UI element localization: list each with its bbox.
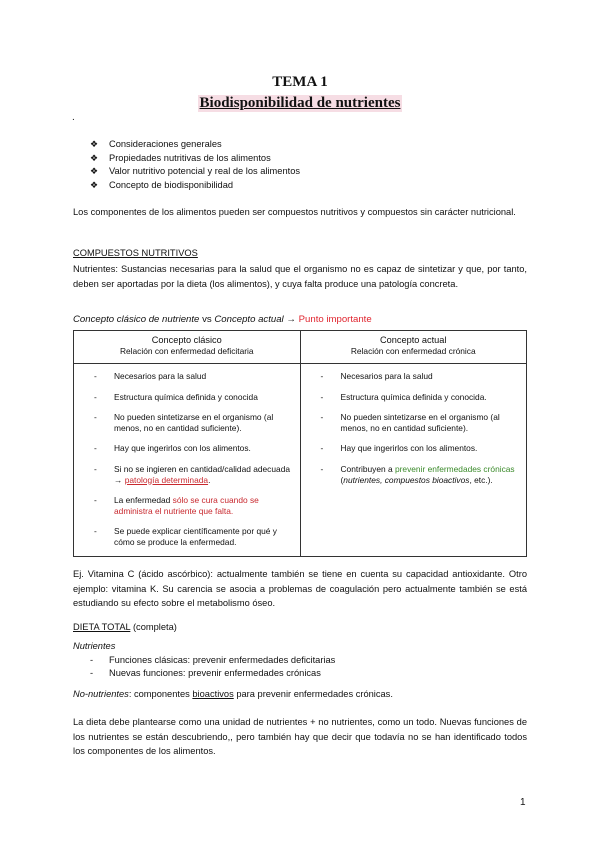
nutrientes-paragraph: Nutrientes: Sustancias necesarias para la salud que el organismo no es capaz de sintetizar y que, por tanto, deben ser aportadas por la dieta (los alimentos), y cuya falta produce una patología concreta. [73, 264, 527, 289]
list-item: - Se puede explicar científicamente por qué y cómo se produce la enfermedad. [94, 526, 277, 547]
list-item: - Estructura química definida y conocida [94, 391, 258, 402]
topic-list [90, 138, 300, 192]
funciones-list [90, 654, 335, 679]
concept-comparison-table [73, 330, 527, 557]
list-item: - Si no se ingieren en cantidad/calidad adecuada → patología determinada. [94, 463, 291, 485]
actual-column [300, 364, 527, 557]
list-item: ❖ Concepto de biodisponibilidad [90, 179, 300, 193]
list-item: - Hay que ingerirlos con los alimentos. [320, 443, 478, 454]
list-item: - Contribuyen a prevenir enfermedades crónicas (nutrientes, compuestos bioactivos, etc.). [320, 463, 515, 485]
page-subtitle: Biodisponibilidad de nutrientes [199, 95, 401, 111]
intro-paragraph: Los componentes de los alimentos pueden ser compuestos nutritivos y compuestos sin carácter nutricional. [73, 207, 516, 217]
classic-column-header: Concepto clásico Relación con enfermedad deficitaria [74, 331, 301, 364]
list-item: - Necesarios para la salud [320, 371, 433, 381]
list-item: - Nuevas funciones: prevenir enfermedades crónicas [90, 667, 321, 678]
compuestos-heading: COMPUESTOS NUTRITIVOS [73, 248, 198, 258]
no-nutrientes-line: No-nutrientes: componentes bioactivos para prevenir enfermedades crónicas. [73, 689, 393, 699]
list-item: ❖ Consideraciones generales [90, 138, 300, 152]
nutrientes-subheading: Nutrientes [73, 641, 116, 651]
stray-dot: . [72, 112, 75, 123]
comparison-heading: Concepto clásico de nutriente vs Concepto actual → Punto importante [73, 314, 372, 325]
list-item: - Funciones clásicas: prevenir enfermedades deficitarias [90, 655, 336, 665]
list-item: ❖ Propiedades nutritivas de los alimentos [90, 152, 300, 166]
arrow-icon: → [286, 314, 296, 325]
dieta-heading: DIETA TOTAL (completa) [73, 622, 177, 632]
list-item: - La enfermedad sólo se cura cuando se administra el nutriente que falta. [94, 495, 259, 516]
diamond-bullet-icon: ❖ [90, 179, 99, 190]
diamond-bullet-icon: ❖ [90, 166, 99, 177]
list-item: - Necesarios para la salud [94, 371, 207, 381]
classic-column [74, 364, 301, 557]
list-item: - Hay que ingerirlos con los alimentos. [94, 443, 251, 454]
list-item: ❖ Valor nutritivo potencial y real de los alimentos [90, 165, 300, 179]
title-block [0, 74, 600, 112]
vitamin-paragraph: Ej. Vitamina C (ácido ascórbico): actualmente también se tiene en cuenta su capacidad antioxidante. Otro ejemplo: vitamina K. Su carencia se asocia a problemas de coagulación pero actualmente también se está estudiando su efecto sobre el metabolismo óseo. [73, 569, 527, 608]
list-item: - Estructura química definida y conocida. [320, 391, 487, 402]
list-item: - No pueden sintetizarse en el organismo (al menos, no en cantidad suficiente). [94, 412, 274, 433]
list-item: - No pueden sintetizarse en el organismo (al menos, no en cantidad suficiente). [320, 412, 500, 433]
page-title: TEMA 1 [272, 74, 328, 90]
actual-column-header: Concepto actual Relación con enfermedad crónica [300, 331, 527, 364]
diamond-bullet-icon: ❖ [90, 152, 99, 163]
closing-paragraph: La dieta debe plantearse como una unidad de nutrientes + no nutrientes, como un todo. Nuevas funciones de los nutrientes se están descubriendo,, pero también hay que decir que todavía no se han identificado todos los componentes de los alimentos. [73, 717, 527, 756]
page-number: 1 [520, 797, 526, 808]
diamond-bullet-icon: ❖ [90, 139, 99, 149]
